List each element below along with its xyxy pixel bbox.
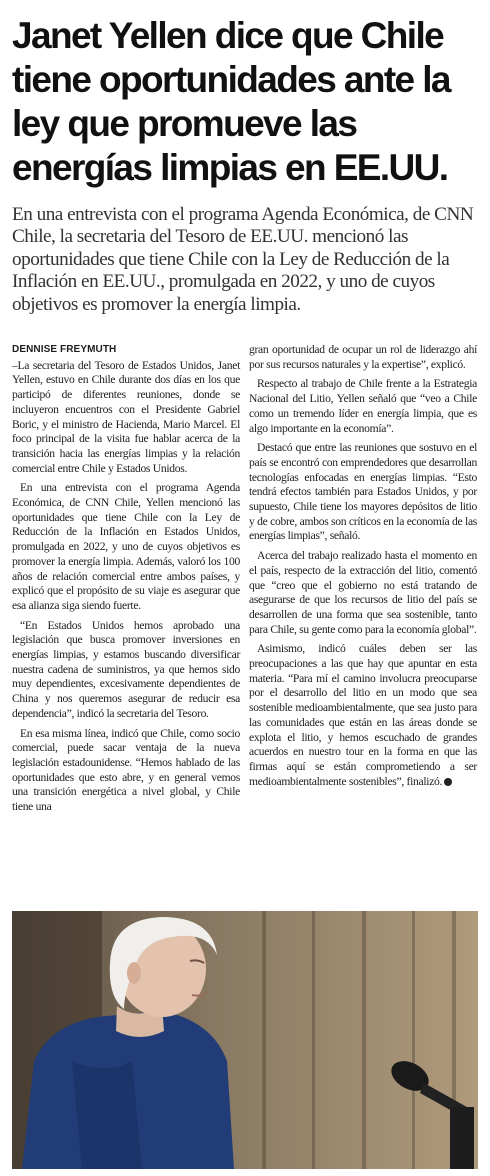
paragraph: En una entrevista con el programa Agenda Económica, de CNN Chile, Yellen mencionó las oportunidades que tiene Chile con la Ley de Reducción de la Inflación en Estados Unidos, promulgada en 2022, y uno de cuyos objetivos es promover la energía limpia. Además, valoró los 100 años de relación comercial entre ambos países, y explicó que el propósito de su viaje es asegurar que esa alianza siga siendo fuerte. [12,481,240,612]
paragraph [249,642,477,789]
body-column-2 [249,343,477,903]
article-headline: Janet Yellen dice que Chile tiene oportunidades ante la ley que promueve las energías limpias en EE.UU. [12,15,450,188]
paragraph: Acerca del trabajo realizado hasta el momento en el país, respecto de la extracción del litio, comentó que “creo que el gobierno no está tratando de asegurarse de que los recursos de litio del país se desarrollen de una forma que sea sostenible, tanto para Chile, su gente como para la economía global”. [249,549,477,636]
photo-illustration [12,911,478,1169]
paragraph: Destacó que entre las reuniones que sostuvo en el país se encontró con emprendedores que desarrollan tecnologías enfocadas en energías limpias. “Esto tendrá efectos también para Estados Unidos, y por supuesto, Chile tiene los mayores depósitos de litio y de cobre, ambos son críticos en la economía de las energías limpias”, señaló. [249,441,477,543]
body-column-1 [12,343,240,903]
article-lead: En una entrevista con el programa Agenda Económica, de CNN Chile, la secretaria del Tesoro de EE.UU. mencionó las oportunidades que tiene Chile con la Ley de Reducción de la Inflación en EE.UU., promulgada en 2022, y uno de cuyos objetivos es promover la energía limpia. [12,204,474,315]
article-body [12,343,478,903]
author-byline: DENNISE FREYMUTH [12,344,117,355]
paragraph: gran oportunidad de ocupar un rol de liderazgo ahí por sus recursos naturales y la expertise”, explicó. [249,343,477,371]
paragraph: En esa misma línea, indicó que Chile, como socio comercial, puede sacar ventaja de la nueva legislación estadounidense. “Hemos hablado de las oportunidades que esto abre, y en general vemos una transición energética a nivel global, y Chile tiene una [12,726,240,814]
paragraph-text: Asimismo, indicó cuáles deben ser las preocupaciones a las que hay que apuntar en esta materia. “Para mí el camino involucra preocuparse por el desarrollo del litio en un modo que sea sostenible medioambientalmente, que sea justo para las comunidades que están en las áreas donde se explota el litio, y hemos escuchado de grandes acuerdos en nuestro tour en la forma en que las firmas aquí se están comprometiendo a ser medioambientalmente sostenibles”, finalizó. [249,642,477,788]
end-of-article-icon [444,778,452,786]
paragraph: Respecto al trabajo de Chile frente a la Estrategia Nacional del Litio, Yellen señaló que “veo a Chile como un tremendo líder en energía limpia, que es algo importante en la economía”. [249,377,477,435]
paragraph: “En Estados Unidos hemos aprobado una legislación que busca promover inversiones en energías limpias, y estamos buscando diversificar nuestra cadena de suministros, ya que hemos sido muy dependientes, excesivamente dependientes de China y nos queremos asegurar de reducir esa dependencia”, indicó la secretaria del Tesoro. [12,618,240,720]
article-photo [12,911,478,1169]
paragraph: –La secretaria del Tesoro de Estados Unidos, Janet Yellen, estuvo en Chile durante dos días en los que participó de diferentes reuniones, donde se incluyeron encuentros con el Presidente Gabriel Boric, y el ministro de Hacienda, Mario Marcel. El foco principal de la visita fue hablar acerca de la transición hacia las energías limpias y la relación comercial entre Chile y Estados Unidos. [12,358,240,475]
